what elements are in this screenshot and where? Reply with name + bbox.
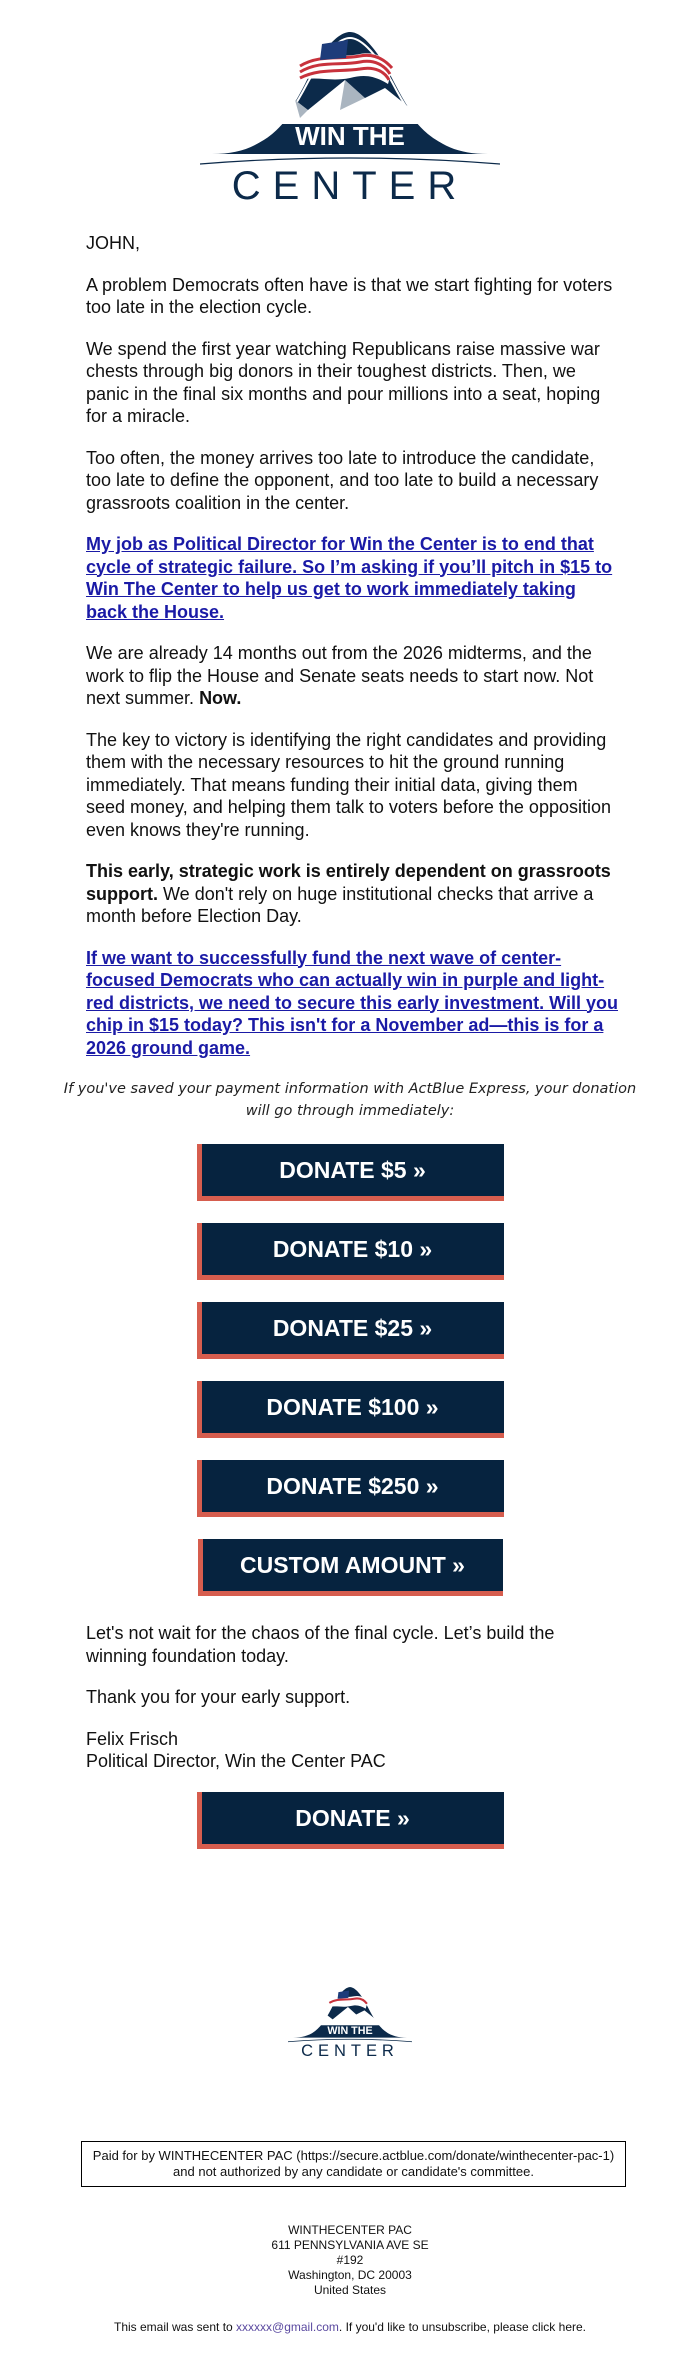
actblue-express-note: If you've saved your payment information with ActBlue Express, your donation will go through immediately: [63, 1081, 637, 1119]
recipient-email-link[interactable]: xxxxxx@gmail.com [236, 2319, 339, 2334]
thanks-paragraph: Thank you for your early support. [86, 1687, 351, 1707]
svg-text:WIN THE: WIN THE [295, 121, 405, 151]
unsubscribe-link[interactable]: . If you'd like to unsubscribe, please click here. [338, 2319, 586, 2334]
paragraph: The key to victory is identifying the right candidates and providing them with the necessary resources to hit the ground running immediately. That means funding their initial data, giving them seed money, and helping them talk to voters before the opposition even knows they're running. [86, 729, 611, 840]
donate-link[interactable]: My job as Political Director for Win the Center is to end that cycle of strategic failure. So I’m asking if you’ll pitch in $15 to Win The Center to help us get to work immediately taking back the House. [86, 534, 613, 622]
svg-text:CENTER: CENTER [301, 2040, 399, 2059]
donate-25-button[interactable]: DONATE $25 » [197, 1302, 504, 1359]
paid-for-disclaimer: Paid for by WINTHECENTER PAC (https://secure.actblue.com/donate/winthecenter-pac-1) and not authorized by any candidate or candidate's committee. [81, 2141, 626, 2187]
flag-icon [300, 40, 393, 84]
svg-text:WIN THE: WIN THE [327, 2024, 373, 2037]
unsubscribe-notice: This email was sent to xxxxxx@gmail.com. If you'd like to unsubscribe, please click here. [113, 2319, 586, 2334]
email-body [0, 14, 700, 2354]
paragraph: Too often, the money arrives too late to introduce the candidate, too late to define the opponent, and too late to build a necessary grassroots coalition in the center. [86, 447, 599, 513]
win-the-center-logo [200, 14, 500, 204]
paragraph: We spend the first year watching Republicans raise massive war chests through big donors in their toughest districts. Then, we panic in the final six months and pour millions into a seat, hoping for a miracle. [86, 338, 601, 426]
signature: Felix Frisch Political Director, Win the Center PAC [86, 1728, 386, 1771]
svg-text:CENTER: CENTER [231, 164, 469, 204]
footer-logo [288, 1979, 412, 2059]
paragraph: This early, strategic work is entirely dependent on grassroots support. We don't rely on huge institutional checks that arrive a month before Election Day. [86, 861, 611, 926]
donate-5-button[interactable]: DONATE $5 » [197, 1144, 504, 1201]
greeting: JOHN, [86, 233, 140, 253]
custom-amount-button[interactable]: CUSTOM AMOUNT » [198, 1539, 503, 1596]
donate-10-button[interactable]: DONATE $10 » [197, 1223, 504, 1280]
closing-paragraph: Let's not wait for the chaos of the final cycle. Let’s build the winning foundation today. [86, 1623, 555, 1666]
donate-link[interactable]: If we want to successfully fund the next wave of center-focused Democrats who can actually win in purple and light-red districts, we need to secure this early investment. Will you chip in $15 today? This isn't for a November ad—this is for a 2026 ground game. [86, 947, 619, 1058]
donate-250-button[interactable]: DONATE $250 » [197, 1460, 504, 1517]
paragraph: We are already 14 months out from the 2026 midterms, and the work to flip the House and Senate seats needs to start now. Not next summer. Now. [86, 643, 594, 708]
donate-100-button[interactable]: DONATE $100 » [197, 1381, 504, 1438]
donate-button[interactable]: DONATE » [197, 1792, 504, 1849]
mailing-address: WINTHECENTER PAC 611 PENNSYLVANIA AVE SE #192 Washington, DC 20003 United States [271, 2222, 429, 2297]
paragraph: A problem Democrats often have is that we start fighting for voters too late in the election cycle. [86, 274, 613, 317]
